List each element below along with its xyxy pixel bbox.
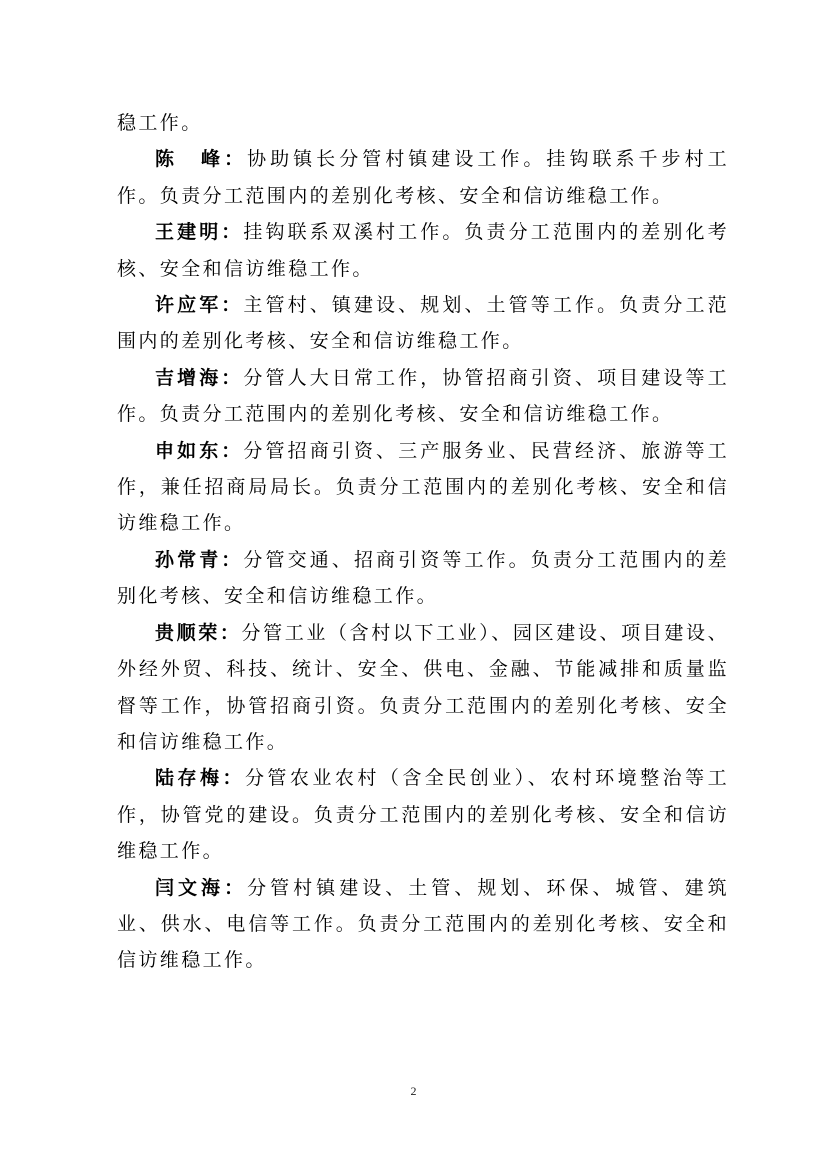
page-number: 2 (410, 1084, 417, 1098)
duty-text: 主管村、镇建设、规划、土管等工作。负责分工范围内的差别化考核、安全和信访维稳工作。 (117, 294, 729, 353)
official-name: 孙常青： (155, 548, 244, 571)
duty-text: 分管村镇建设、土管、规划、环保、城管、建筑业、供水、电信等工作。负责分工范围内的差别化考核、安全和信访维稳工作。 (117, 876, 729, 972)
duty-text: 分管农业农村（含全民创业）、农村环境整治等工作，协管党的建设。负责分工范围内的差别化考核、安全和信访维稳工作。 (117, 767, 729, 863)
duty-paragraph-5 (117, 433, 729, 542)
official-name: 陈 峰： (155, 148, 248, 171)
duty-paragraph-3 (117, 287, 729, 360)
duty-paragraph-1 (117, 141, 729, 214)
duty-paragraph-2 (117, 214, 729, 287)
official-name: 陆存梅： (155, 767, 245, 790)
duty-text: 协助镇长分管村镇建设工作。挂钩联系千步村工作。负责分工范围内的差别化考核、安全和信访维稳工作。 (117, 148, 729, 207)
duty-text: 挂钩联系双溪村工作。负责分工范围内的差别化考核、安全和信访维稳工作。 (117, 221, 729, 280)
duty-paragraph-8 (117, 760, 729, 869)
duty-paragraph-6 (117, 542, 729, 615)
official-name: 闫文海： (155, 876, 248, 899)
duty-text: 分管工业（含村以下工业）、园区建设、项目建设、外经外贸、科技、统计、安全、供电、金融、节能减排和质量监督等工作，协管招商引资。负责分工范围内的差别化考核、安全和信访维稳工作。 (117, 621, 729, 753)
official-name: 许应军： (155, 294, 244, 317)
duty-paragraph-7 (117, 615, 729, 761)
official-name: 王建明： (155, 221, 244, 244)
official-name: 申如东： (155, 439, 244, 462)
duty-paragraph-4 (117, 360, 729, 433)
official-name: 吉增海： (155, 366, 244, 389)
duty-text: 分管交通、招商引资等工作。负责分工范围内的差别化考核、安全和信访维稳工作。 (117, 548, 729, 608)
duty-paragraph-9 (117, 870, 729, 979)
continuation-paragraph: 稳工作。 (117, 112, 203, 134)
official-name: 贵顺荣： (155, 621, 242, 644)
duty-text: 分管人大日常工作，协管招商引资、项目建设等工作。负责分工范围内的差别化考核、安全和信访维稳工作。 (117, 366, 729, 426)
document-body (117, 105, 729, 979)
duty-text: 分管招商引资、三产服务业、民营经济、旅游等工作，兼任招商局局长。负责分工范围内的差别化考核、安全和信访维稳工作。 (117, 439, 729, 535)
